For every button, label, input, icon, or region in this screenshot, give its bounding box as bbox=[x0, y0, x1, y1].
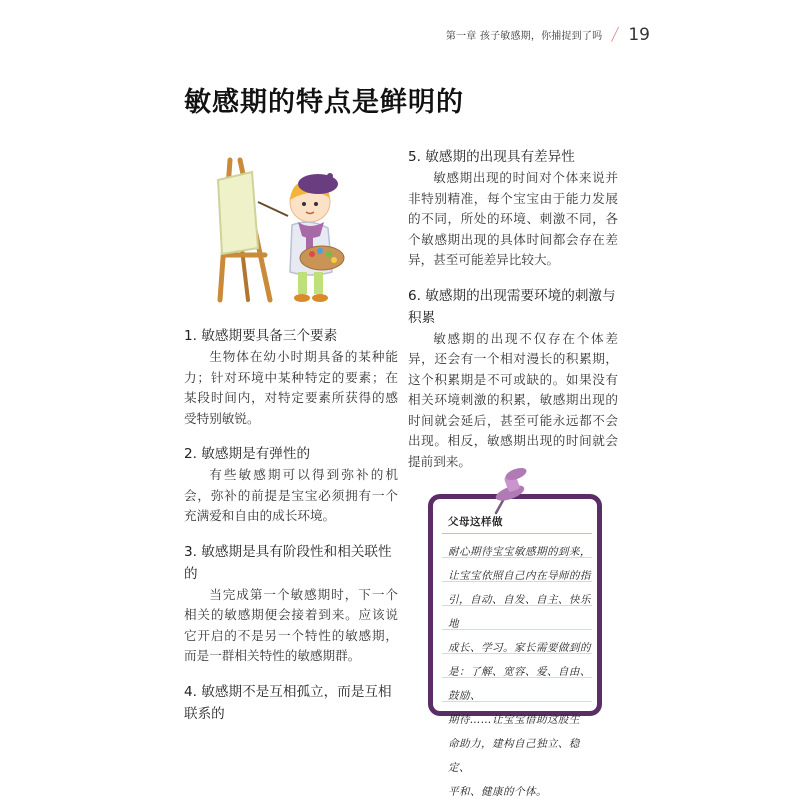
note-line: 让宝宝依照自己内在导师的指 bbox=[448, 570, 591, 582]
push-pin-icon bbox=[480, 465, 530, 517]
note-line: 成长、学习。家长需要做到的 bbox=[448, 642, 591, 654]
section-heading: 6. 敏感期的出现需要环境的刺激与积累 bbox=[408, 287, 616, 326]
note-title-underline bbox=[442, 533, 592, 534]
page-number: 19 bbox=[628, 24, 650, 45]
parents-tip-note bbox=[428, 494, 602, 798]
section-body: 敏感期出现的时间对个体来说并非特别精准，每个宝宝由于能力发展的不同，所处的环境、刺激不同，各个敏感期出现的具体时间都会存在差异，甚至可能差异比较大。 bbox=[408, 170, 618, 267]
section-heading: 5. 敏感期的出现具有差异性 bbox=[408, 149, 575, 165]
note-line: 期待……让宝宝借助这股生 bbox=[448, 714, 580, 726]
section-1 bbox=[184, 325, 398, 429]
note-line: 耐心期待宝宝敏感期的到来， bbox=[448, 546, 591, 558]
note-line: 平和、健康的个体。 bbox=[448, 786, 547, 798]
section-3 bbox=[184, 541, 398, 667]
section-heading: 1. 敏感期要具备三个要素 bbox=[184, 328, 338, 344]
left-column bbox=[184, 325, 398, 739]
section-6 bbox=[408, 285, 618, 473]
chapter-title: 第一章 孩子敏感期，你捕捉到了吗 bbox=[445, 31, 603, 42]
note-title: 父母这样做 bbox=[448, 516, 503, 528]
section-heading: 2. 敏感期是有弹性的 bbox=[184, 446, 311, 462]
right-column bbox=[408, 146, 618, 486]
section-body: 生物体在幼小时期具备的某种能力；针对环境中某种特定的要素；在某段时间内，对特定要素所获得的感受特别敏锐。 bbox=[184, 349, 398, 426]
note-line: 是：了解、宽容、爱、自由、鼓励、 bbox=[448, 666, 591, 702]
section-body: 当完成第一个敏感期时，下一个相关的敏感期便会接着到来。应该说它开启的不是另一个特性的敏感期，而是一群相关特性的敏感期群。 bbox=[184, 586, 398, 663]
page-title: 敏感期的特点是鲜明的 bbox=[184, 87, 464, 118]
note-line: 引，自动、自发、自主、快乐地 bbox=[448, 594, 591, 630]
section-4 bbox=[184, 681, 398, 725]
section-body: 敏感期的出现不仅存在个体差异，还会有一个相对漫长的积累期，这个积累期是不可或缺的。如果没有相关环境刺激的积累，敏感期出现的时间就会延后，甚至可能永远都不会出现。相反，敏感期出现的时间就会提前到来。 bbox=[408, 330, 618, 469]
section-heading: 3. 敏感期是具有阶段性和相关联性的 bbox=[184, 543, 392, 582]
page-header bbox=[446, 24, 650, 45]
section-body: 有些敏感期可以得到弥补的机会，弥补的前提是宝宝必须拥有一个充满爱和自由的成长环境。 bbox=[184, 467, 398, 523]
section-2 bbox=[184, 443, 398, 527]
section-heading: 4. 敏感期不是互相孤立，而是互相联系的 bbox=[184, 683, 392, 722]
header-divider: / bbox=[610, 24, 621, 45]
section-5 bbox=[408, 146, 618, 271]
note-line: 命助力，建构自己独立、稳定、 bbox=[448, 738, 580, 774]
note-text bbox=[448, 540, 598, 804]
child-painter-illustration bbox=[210, 150, 360, 310]
